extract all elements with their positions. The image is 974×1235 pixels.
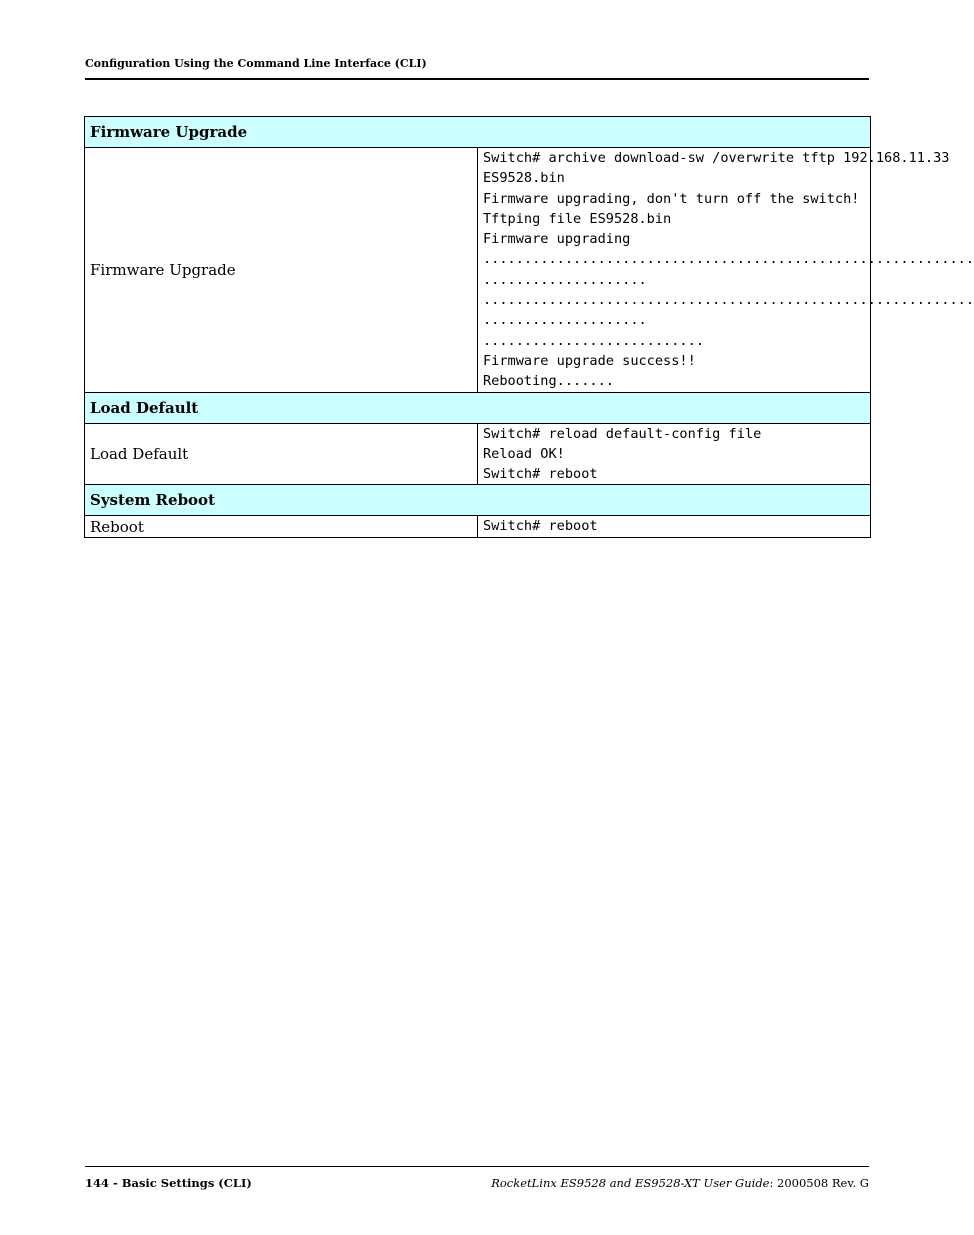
code-line: .................... [483, 312, 647, 329]
section-row-load-default [85, 392, 871, 423]
code-line: Firmware upgrading, don't turn off the switch! [483, 190, 860, 207]
footer-rule [85, 1166, 869, 1167]
footer-revision: : 2000508 Rev. G [769, 1176, 869, 1190]
row-label-load-default: Load Default [85, 423, 478, 485]
row-label-reboot: Reboot [85, 516, 478, 537]
code-line: .................... [483, 271, 647, 288]
code-line: Switch# archive download-sw /overwrite tftp 192.168.11.33 [483, 150, 950, 166]
code-line: Reload OK! [483, 445, 565, 462]
code-line: ............................................................ [483, 292, 974, 309]
footer-page-label: 144 - Basic Settings (CLI) [85, 1176, 252, 1190]
section-row-firmware-upgrade [85, 117, 871, 148]
code-line: Firmware upgrade success!! [483, 352, 696, 369]
code-block-firmware-upgrade [478, 148, 974, 393]
code-line: Rebooting....... [483, 373, 614, 390]
cli-command-table [84, 116, 974, 538]
code-line: ........................... [483, 332, 704, 349]
code-block-reboot [478, 516, 871, 537]
section-title-load-default: Load Default [85, 392, 871, 423]
row-label-firmware-upgrade: Firmware Upgrade [85, 148, 478, 393]
code-line: ES9528.bin [483, 170, 565, 187]
code-line: Firmware upgrading [483, 231, 631, 248]
footer-document-title [491, 1176, 869, 1190]
footer-guide-title: RocketLinx ES9528 and ES9528-XT User Guide [491, 1176, 770, 1190]
code-line: Switch# reboot [483, 518, 598, 535]
section-title-firmware-upgrade: Firmware Upgrade [85, 117, 871, 148]
section-title-system-reboot: System Reboot [85, 485, 871, 516]
table-row-firmware-upgrade [85, 148, 871, 393]
code-block-load-default [478, 423, 871, 485]
header-rule [85, 78, 869, 80]
code-line: Switch# reload default-config file [483, 425, 762, 442]
code-line: Switch# reboot [483, 466, 598, 483]
code-line: Tftping file ES9528.bin [483, 210, 672, 227]
table-row-reboot [85, 516, 871, 537]
code-line: ............................................................ [483, 251, 974, 268]
table-row-load-default [85, 423, 871, 485]
running-header: Configuration Using the Command Line Interface (CLI) [85, 57, 427, 70]
section-row-system-reboot [85, 485, 871, 516]
